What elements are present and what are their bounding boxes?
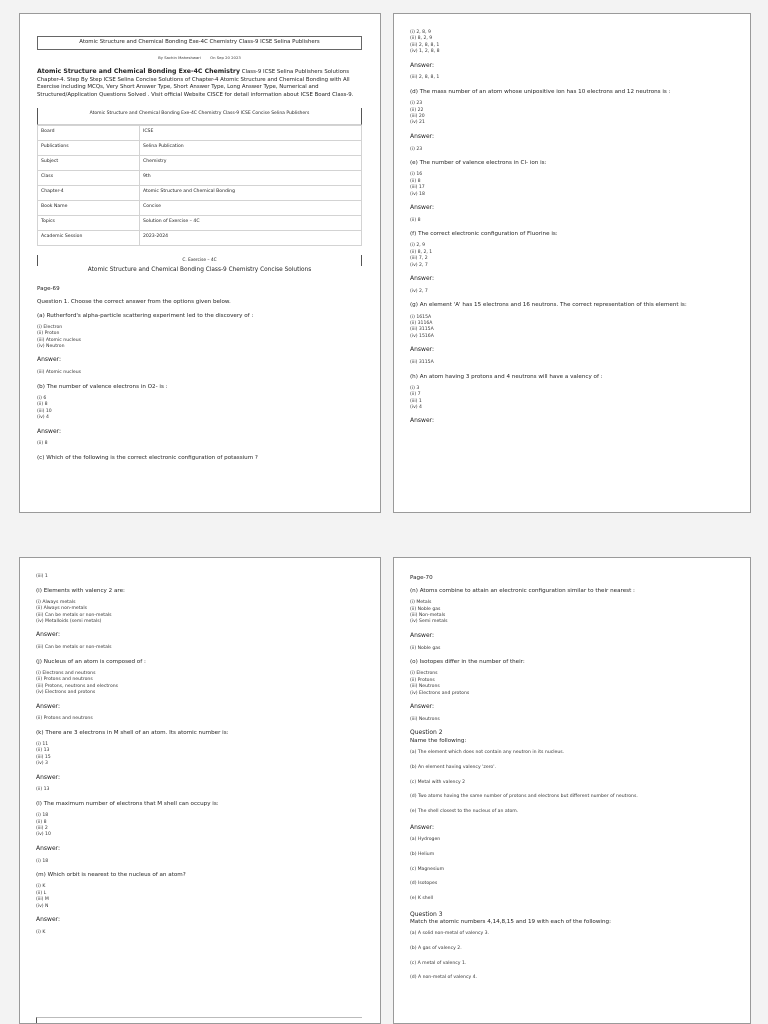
document-page-3 <box>19 557 381 1024</box>
question-1j: (j) Nucleus of an atom is composed of : <box>36 658 146 665</box>
question-2-items <box>410 750 732 815</box>
article-title-box: Atomic Structure and Chemical Bonding Exe-4C Chemistry Class-9 ICSE Selina Publishers <box>37 36 362 50</box>
option-item: (iii) Non-metals <box>410 613 446 619</box>
option-item: (i) Electrons <box>410 671 438 677</box>
table-key-cell: Class <box>38 170 140 185</box>
question-1m: (m) Which orbit is nearest to the nucleus of an atom? <box>36 872 186 879</box>
options-1a <box>37 325 362 351</box>
option-item: (iv) Electrons and protons <box>36 690 96 696</box>
option-item: (iv) 21 <box>410 120 425 126</box>
options-1g <box>410 315 732 341</box>
table-key-cell: Publications <box>38 140 140 155</box>
byline <box>37 55 362 61</box>
author[interactable]: By Sachin Maheshwari <box>158 54 201 60</box>
option-item: (iv) 4 <box>410 404 422 410</box>
option-item: (iv) 4 <box>37 415 49 421</box>
answer-label: Answer: <box>36 631 61 639</box>
table-key-cell: Topics <box>38 215 140 230</box>
question-1f: (f) The correct electronic configuration of Fluorine is: <box>410 231 558 238</box>
option-item: (i) 11 <box>36 742 49 748</box>
exercise-title: Atomic Structure and Chemical Bonding Class-9 Chemistry Concise Solutions <box>87 266 312 273</box>
answer-label: Answer: <box>37 427 62 435</box>
answer-label: Answer: <box>410 703 435 711</box>
answer-1a: (iii) Atomic nucleus <box>37 370 82 376</box>
list-item: (a) The element which does not contain any neutron in its nucleus. <box>410 750 565 756</box>
option-item: (iii) 2 <box>36 826 48 832</box>
question-1a: (a) Rutherford's alpha-particle scattering experiment led to the discovery of : <box>37 312 254 319</box>
options-1k <box>36 742 362 768</box>
list-item: (b) A gas of valency 2. <box>410 946 462 952</box>
table-caption: Atomic Structure and Chemical Bonding Exe-4C Chemistry Class-9 ICSE Concise Selina Publishers <box>37 108 362 125</box>
question-2-answers <box>410 837 732 902</box>
table-key-cell: Book Name <box>38 200 140 215</box>
option-item: (iii) Atomic nucleus <box>37 337 82 343</box>
answer-label: Answer: <box>410 417 435 425</box>
option-item: (i) Always metals <box>36 599 76 605</box>
answer-1l: (i) 18 <box>36 858 49 864</box>
table-border-fragment <box>36 1017 362 1023</box>
question-1: Question 1. Choose the correct answer from the options given below. <box>37 299 231 306</box>
answer-label: Answer: <box>36 702 61 710</box>
option-item: (i) Electrons and neutrons <box>36 670 96 676</box>
option-item: (ii) Always non-metals <box>36 606 88 612</box>
option-item: (ii) 8 <box>37 402 48 408</box>
table-row <box>38 185 362 200</box>
question-1c: (c) Which of the following is the correct electronic configuration of potassium ? <box>37 454 258 461</box>
option-item: (iii) 1 <box>410 398 422 404</box>
table-value-cell: Atomic Structure and Chemical Bonding <box>140 185 362 200</box>
option-item: (i) 2, 9 <box>410 243 426 249</box>
question-1h: (h) An atom having 3 protons and 4 neutrons will have a valency of : <box>410 373 603 380</box>
answer-1m: (i) K <box>36 929 46 935</box>
intro-bold: Atomic Structure and Chemical Bonding Exe-4C Chemistry <box>37 68 241 76</box>
option-item: (iii) 3115A <box>410 327 434 333</box>
question-1n: (n) Atoms combine to attain an electronic configuration similar to their nearest : <box>410 588 635 595</box>
answer-label: Answer: <box>410 61 435 69</box>
option-item: (i) Metals <box>410 600 432 606</box>
option-item: (ii) Noble gas <box>410 606 441 612</box>
options-1e <box>410 172 732 198</box>
table-key-cell: Board <box>38 125 140 140</box>
table-value-cell: Chemistry <box>140 155 362 170</box>
option-item: (iii) 2, 8, 8, 1 <box>410 42 440 48</box>
option-item: (iii) Protons, neutrons and electrons <box>36 683 119 689</box>
question-1o: (o) Isotopes differ in the number of their: <box>410 659 525 666</box>
option-item: (i) K <box>36 884 46 890</box>
table-row <box>38 200 362 215</box>
option-item: (ii) 8 <box>36 819 47 825</box>
page-number-label: Page-69 <box>37 286 60 293</box>
question-1b: (b) The number of valence electrons in O2- is : <box>37 383 168 390</box>
list-item: (b) An element having valency 'zero'. <box>410 764 496 770</box>
table-value-cell: Concise <box>140 200 362 215</box>
option-item: (iii) M <box>36 897 49 903</box>
option-item: (i) 2, 8, 9 <box>410 30 431 35</box>
list-item: (b) Helium <box>410 851 435 857</box>
answer-label: Answer: <box>410 823 435 831</box>
answer-label: Answer: <box>410 132 435 140</box>
option-item: (i) 18 <box>36 813 49 819</box>
options-1m <box>36 884 362 910</box>
info-table <box>37 125 362 246</box>
question-2-heading: Question 2 <box>410 729 443 737</box>
option-item: (iv) 3 <box>36 761 48 767</box>
answer-1b: (ii) 8 <box>37 441 48 447</box>
options-1f <box>410 243 732 269</box>
list-item: (d) Two atoms having the same number of protons and electrons but different number of neutrons. <box>410 794 638 800</box>
answer-1n: (ii) Noble gas <box>410 645 441 651</box>
option-item: (ii) 7 <box>410 392 421 398</box>
page-number-label: Page-70 <box>410 575 433 581</box>
question-1g: (g) An element 'A' has 15 electrons and 16 neutrons. The correct representation of this element is: <box>410 302 687 309</box>
answer-label: Answer: <box>37 356 62 364</box>
option-item: (ii) Protons and neutrons <box>36 677 93 683</box>
answer-1o: (iii) Neutrons <box>410 716 440 722</box>
table-row <box>38 140 362 155</box>
question-1i: (i) Elements with valency 2 are: <box>36 587 125 594</box>
options-1d <box>410 101 732 127</box>
list-item: (e) The shell closest to the nucleus of an atom. <box>410 808 519 814</box>
table-value-cell: ICSE <box>140 125 362 140</box>
options-1i <box>36 600 362 626</box>
option-item: (ii) Proton <box>37 331 60 337</box>
answer-label: Answer: <box>410 203 435 211</box>
answer-label: Answer: <box>36 773 61 781</box>
table-value-cell: 2023-2024 <box>140 230 362 245</box>
option-item: (iv) 1, 2, 8, 8 <box>410 49 440 55</box>
list-item: (a) Hydrogen <box>410 837 441 843</box>
table-row <box>38 125 362 140</box>
options-1b <box>37 396 362 422</box>
option-item: (iv) Semi metals <box>410 619 448 625</box>
exercise-header: C. Exercise – 4C <box>37 255 362 266</box>
question-1e: (e) The number of valence electrons in Cl- ion is: <box>410 160 547 167</box>
option-item: (ii) 13 <box>36 748 50 754</box>
answer-1i: (iii) Can be metals or non-metals <box>36 645 112 651</box>
option-item: (iv) 1516A <box>410 333 434 339</box>
options-1j <box>36 671 362 697</box>
option-item: (ii) 3116A <box>410 320 433 326</box>
answer-1h: (iii) 1 <box>36 574 48 579</box>
option-item: (i) 6 <box>37 395 47 401</box>
table-key-cell: Academic Session <box>38 230 140 245</box>
answer-label: Answer: <box>410 275 435 283</box>
question-3-items <box>410 931 732 982</box>
document-page-2 <box>393 13 751 513</box>
question-1l: (l) The maximum number of electrons that M shell can occupy is: <box>36 801 219 808</box>
option-item: (iii) Can be metals or non-metals <box>36 612 112 618</box>
question-1k: (k) There are 3 electrons in M shell of an atom. Its atomic number is: <box>36 729 229 736</box>
question-1d: (d) The mass number of an atom whose unipositive ion has 10 electrons and 12 neutrons is : <box>410 89 671 96</box>
table-row <box>38 155 362 170</box>
table-value-cell: 9th <box>140 170 362 185</box>
option-item: (iii) 15 <box>36 754 51 760</box>
option-item: (iii) 7, 2 <box>410 256 428 262</box>
option-item: (iv) Electrons and protons <box>410 690 470 696</box>
option-item: (ii) L <box>36 890 47 896</box>
list-item: (c) Metal with valency 2 <box>410 779 466 785</box>
table-row <box>38 230 362 245</box>
option-item: (iv) 2, 7 <box>410 262 428 268</box>
answer-1d: (i) 23 <box>410 146 423 152</box>
options-1h <box>410 386 732 412</box>
table-row <box>38 215 362 230</box>
list-item: (d) A non-metal of valency 4. <box>410 975 478 981</box>
publish-date: On Sep 20 2023 <box>210 54 241 60</box>
option-item: (ii) 8 <box>410 178 421 184</box>
intro-paragraph <box>37 68 362 99</box>
option-item: (i) 16 <box>410 172 423 178</box>
table-key-cell: Chapter-4 <box>38 185 140 200</box>
option-item: (iv) Metalloids (semi metals) <box>36 619 102 625</box>
answer-label: Answer: <box>410 346 435 354</box>
option-item: (ii) 8, 2, 1 <box>410 249 433 255</box>
option-item: (iv) 10 <box>36 832 51 838</box>
intro-text: Class-9 ICSE Selina Publishers Solutions Chapter-4. Step By Step ICSE Selina Concise Solutions of Chapter-4 Atomic Structure and Chemical Bonding with All Exercise including MCQs, Very Short Answer Type, Short Answer Type, Long Answer Type, Numerical and Structured/Application Questions Solved . Visit official Website CISCE for detail information about ICSE Board Class-9. <box>37 69 354 98</box>
answer-label: Answer: <box>410 631 435 639</box>
question-3-subheading: Match the atomic numbers 4,14,8,15 and 19 with each of the following: <box>410 919 611 926</box>
list-item: (c) Magnesium <box>410 866 445 872</box>
option-item: (i) 3 <box>410 385 420 391</box>
table-value-cell: Solution of Exercise – 4C <box>140 215 362 230</box>
option-item: (ii) Protons <box>410 677 435 683</box>
option-item: (iv) 18 <box>410 191 425 197</box>
option-item: (i) Electron <box>37 324 63 330</box>
table-row <box>38 170 362 185</box>
list-item: (a) A solid non-metal of valency 3. <box>410 931 490 937</box>
options-1n <box>410 600 732 626</box>
option-item: (iii) Neutrons <box>410 684 440 690</box>
option-item: (iii) 20 <box>410 113 425 119</box>
answer-1f: (iv) 2, 7 <box>410 288 428 294</box>
question-2-subheading: Name the following: <box>410 738 467 745</box>
answer-label: Answer: <box>36 844 61 852</box>
answer-1c: (iii) 2, 8, 8, 1 <box>410 75 440 81</box>
option-item: (iv) Neutron <box>37 343 65 349</box>
option-item: (iv) N <box>36 903 49 909</box>
option-item: (iii) 10 <box>37 408 52 414</box>
options-1l <box>36 813 362 839</box>
option-item: (iii) 17 <box>410 185 425 191</box>
question-3-heading: Question 3 <box>410 910 443 918</box>
table-key-cell: Subject <box>38 155 140 170</box>
options-1c <box>410 30 732 56</box>
option-item: (i) 1615A <box>410 314 432 320</box>
list-item: (c) A metal of valency 1. <box>410 960 467 966</box>
table-value-cell: Selina Publication <box>140 140 362 155</box>
answer-1k: (ii) 13 <box>36 787 50 793</box>
options-1o <box>410 671 732 697</box>
option-item: (ii) 8, 2, 9 <box>410 36 433 42</box>
answer-1j: (ii) Protons and neutrons <box>36 716 93 722</box>
answer-1e: (ii) 8 <box>410 217 421 223</box>
document-page-4 <box>393 557 751 1024</box>
answer-1g: (iii) 3115A <box>410 359 434 365</box>
option-item: (ii) 22 <box>410 107 424 113</box>
list-item: (e) K shell <box>410 895 434 901</box>
document-page-1 <box>19 13 381 513</box>
list-item: (d) Isotopes <box>410 881 438 887</box>
option-item: (i) 23 <box>410 101 423 107</box>
answer-label: Answer: <box>36 916 61 924</box>
